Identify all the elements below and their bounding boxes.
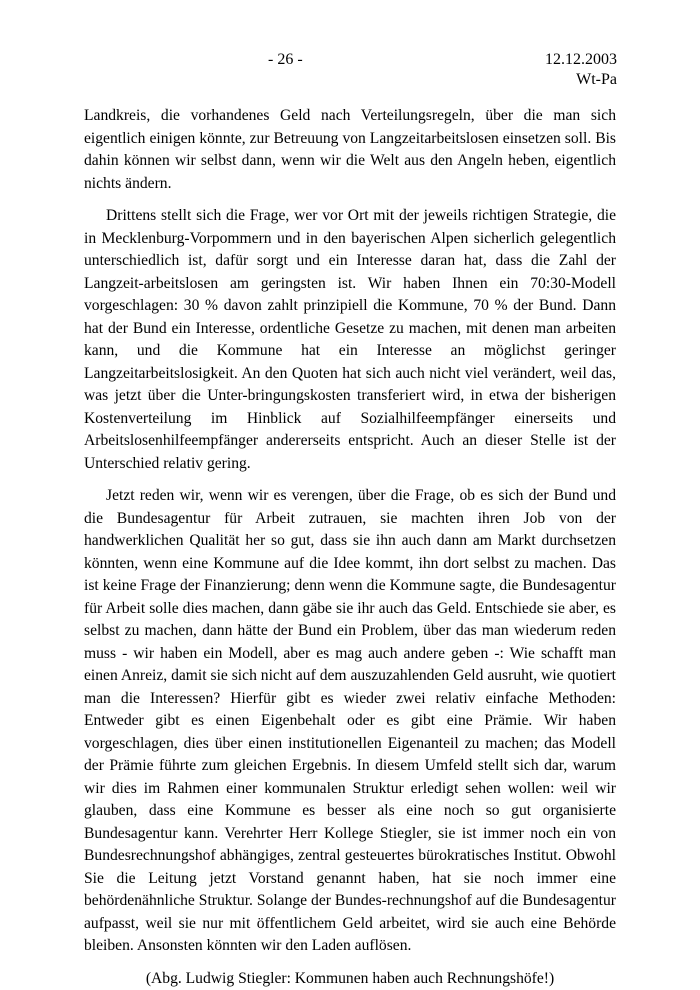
- paragraph-continuation: Landkreis, die vorhandenes Geld nach Verteilungsregeln, über die man sich eigentlich einigen könnte, zur Betreuung von Langzeitarbeitslosen einsetzen soll. Bis dahin können wir selbst dann, wenn wir die Welt aus den Angeln heben, eigentlich nichts ändern.: [84, 107, 616, 192]
- interjection: (Abg. Ludwig Stiegler: Kommunen haben auch Rechnungshöfe!): [145, 969, 555, 987]
- page-number: - 26 -: [268, 51, 303, 68]
- header-initials: Wt-Pa: [576, 71, 617, 88]
- paragraph-jetzt-reden: Jetzt reden wir, wenn wir es verengen, über die Frage, ob es sich der Bund und die Bundesagentur für Arbeit zutrauen, sie machten ihren Job von der handwerklichen Qualität her so gut, dass sie ihn auch dann am Markt durchsetzen könnten, wenn eine Kommune auf die Idee kommt, ihn dort selbst zu machen. Das ist keine Frage der Finanzierung; denn wenn die Kommune sagte, die Bundesagentur für Arbeit solle dies machen, dann gäbe sie ihr auch das Geld. Entschiede sie aber, es selbst zu machen, dann hätte der Bund ein Problem, über das man wiederum reden muss - wir haben ein Modell, aber es mag auch andere geben -: Wie schafft man einen Anreiz, damit sie sich nicht auf dem auszuzahlenden Geld ausruht, wie quotiert man die Interessen? Hierfür gibt es wieder zwei relativ einfache Methoden: Entweder gibt es einen Eigenbehalt oder es gibt eine Prämie. Wir haben vorgeschlagen, dies über einen institutionellen Eigenanteil zu machen; das Modell der Prämie führte zum gleichen Ergebnis. In diesem Umfeld stellt sich dar, warum wir dies im Rahmen einer kommunalen Struktur erledigt sehen wollen: weil wir glauben, dass eine Kommune es besser als eine noch so gut organisierte Bundesagentur kann. Verehrter Herr Kollege Stiegler, sie ist immer noch ein von Bundesrechnungshof abhängiges, zentral gesteuertes bürokratisches Institut. Obwohl Sie die Leitung jetzt Vorstand genannt haben, hat sie noch immer eine behördenähnliche Struktur. Solange der Bundes-rechnungshof auf die Bundesagentur aufpasst, weil sie nur mit öffentlichem Geld arbeitet, wird sie auch eine Behörde bleiben. Ansonsten könnten wir den Laden auflösen.: [84, 487, 616, 954]
- header-meta: [545, 50, 617, 90]
- paragraph-drittens: Drittens stellt sich die Frage, wer vor Ort mit der jeweils richtigen Strategie, die in Mecklenburg-Vorpommern und in den bayerischen Alpen sicherlich gelegentlich unterschiedlich ist, dafür sorgt und ein Interesse daran hat, dass die Zahl der Langzeit-arbeitslosen am geringsten ist. Wir haben Ihnen ein 70:30-Modell vorgeschlagen: 30 % davon zahlt prinzipiell die Kommune, 70 % der Bund. Dann hat der Bund ein Interesse, ordentliche Gesetze zu machen, mit denen man arbeiten kann, und die Kommune hat ein Interesse an möglichst geringer Langzeitarbeitslosigkeit. An den Quoten hat sich auch nicht viel verändert, weil das, was jetzt über die Unter-bringungskosten transferiert wird, in etwa der bisherigen Kostenverteilung im Hinblick auf Sozialhilfeempfänger einerseits und Arbeitslosenhilfeempfänger andererseits entspricht. Auch an dieser Stelle ist der Unterschied relativ gering.: [84, 207, 616, 472]
- header-date: 12.12.2003: [545, 51, 617, 68]
- document-body: [84, 105, 616, 990]
